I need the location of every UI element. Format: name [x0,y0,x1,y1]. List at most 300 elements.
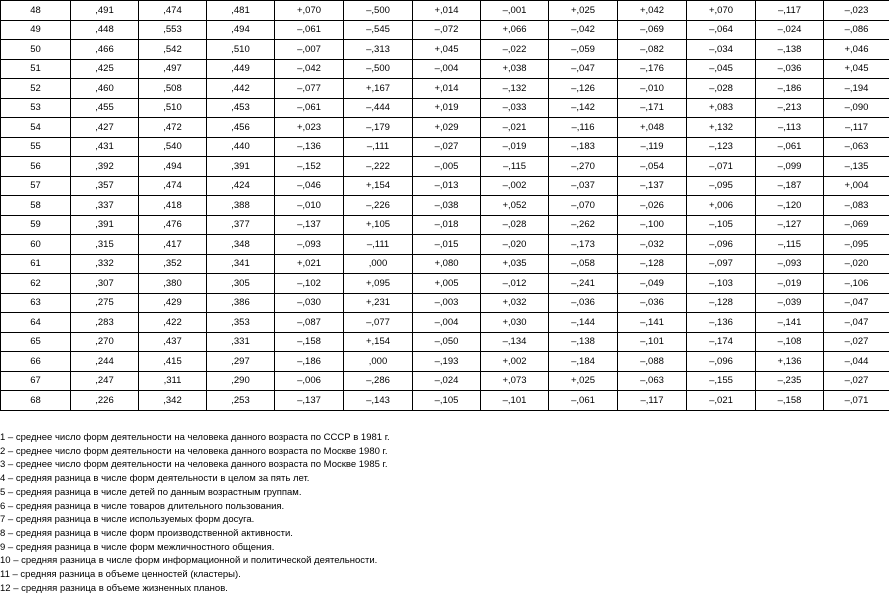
value-cell: –,095 [824,235,889,255]
table-row [1,235,889,255]
value-cell: ,353 [207,313,275,333]
value-cell: –,088 [618,352,687,372]
value-cell: ,437 [139,332,207,352]
value-cell: –,132 [481,79,549,99]
value-cell: –,022 [481,40,549,60]
value-cell: –,108 [756,332,824,352]
value-cell: –,054 [618,157,687,177]
value-cell: –,045 [687,59,756,79]
value-cell: ,456 [207,118,275,138]
value-cell: ,448 [71,20,139,40]
value-cell: –,021 [481,118,549,138]
value-cell: ,226 [71,391,139,411]
value-cell: –,179 [344,118,413,138]
value-cell: +,154 [344,332,413,352]
value-cell: –,286 [344,371,413,391]
value-cell: ,455 [71,98,139,118]
value-cell: –,028 [687,79,756,99]
value-cell: ,494 [139,157,207,177]
value-cell: ,431 [71,137,139,157]
value-cell: ,553 [139,20,207,40]
table-row [1,371,889,391]
value-cell: ,275 [71,293,139,313]
value-cell: ,418 [139,196,207,216]
value-cell: ,352 [139,254,207,274]
value-cell: –,134 [481,332,549,352]
value-cell: –,047 [549,59,618,79]
value-cell: +,066 [481,20,549,40]
legend-note: 4 – средняя разница в числе форм деятельности в целом за пять лет. [0,473,310,485]
value-cell: +,002 [481,352,549,372]
value-cell: –,144 [549,313,618,333]
value-cell: +,231 [344,293,413,313]
value-cell: –,135 [824,157,889,177]
value-cell: –,061 [756,137,824,157]
value-cell: ,442 [207,79,275,99]
value-cell: ,425 [71,59,139,79]
value-cell: –,004 [413,313,481,333]
value-cell: –,023 [824,1,889,21]
value-cell: –,006 [275,371,344,391]
value-cell: –,262 [549,215,618,235]
value-cell: ,424 [207,176,275,196]
age-cell: 57 [1,176,71,196]
value-cell: –,222 [344,157,413,177]
value-cell: –,082 [618,40,687,60]
value-cell: +,080 [413,254,481,274]
value-cell: –,193 [413,352,481,372]
value-cell: –,545 [344,20,413,40]
value-cell: –,070 [549,196,618,216]
value-cell: ,540 [139,137,207,157]
value-cell: –,027 [824,332,889,352]
value-cell: ,357 [71,176,139,196]
value-cell: +,136 [756,352,824,372]
value-cell: ,453 [207,98,275,118]
legend-note: 10 – средняя разница в числе форм информационной и политической деятельности. [0,555,378,567]
value-cell: –,176 [618,59,687,79]
value-cell: –,061 [275,98,344,118]
value-cell: –,444 [344,98,413,118]
value-cell: –,113 [756,118,824,138]
table-row [1,293,889,313]
value-cell: –,044 [824,352,889,372]
value-cell: ,449 [207,59,275,79]
value-cell: ,392 [71,157,139,177]
value-cell: ,417 [139,235,207,255]
value-cell: +,038 [481,59,549,79]
value-cell: –,046 [275,176,344,196]
value-cell: –,069 [824,215,889,235]
value-cell: +,083 [687,98,756,118]
value-cell: –,072 [413,20,481,40]
value-cell: –,119 [618,137,687,157]
table-row [1,79,889,99]
value-cell: –,036 [549,293,618,313]
value-cell: –,103 [687,274,756,294]
value-cell: –,100 [618,215,687,235]
value-cell: –,500 [344,1,413,21]
value-cell: ,494 [207,20,275,40]
value-cell: –,096 [687,352,756,372]
value-cell: –,036 [618,293,687,313]
value-cell: ,290 [207,371,275,391]
value-cell: ,380 [139,274,207,294]
value-cell: –,037 [549,176,618,196]
value-cell: ,244 [71,352,139,372]
value-cell: ,305 [207,274,275,294]
value-cell: –,050 [413,332,481,352]
value-cell: –,042 [275,59,344,79]
legend-note: 7 – средняя разница в числе используемых форм досуга. [0,514,255,526]
value-cell: –,138 [549,332,618,352]
value-cell: +,035 [481,254,549,274]
value-cell: ,429 [139,293,207,313]
value-cell: –,093 [275,235,344,255]
value-cell: ,427 [71,118,139,138]
value-cell: –,105 [413,391,481,411]
value-cell: –,152 [275,157,344,177]
value-cell: ,415 [139,352,207,372]
value-cell: –,136 [687,313,756,333]
age-cell: 63 [1,293,71,313]
value-cell: –,063 [824,137,889,157]
value-cell: –,024 [413,371,481,391]
value-cell: +,029 [413,118,481,138]
value-cell: +,095 [344,274,413,294]
value-cell: –,158 [275,332,344,352]
value-cell: +,006 [687,196,756,216]
value-cell: –,027 [824,371,889,391]
value-cell: +,025 [549,1,618,21]
value-cell: ,337 [71,196,139,216]
value-cell: –,184 [549,352,618,372]
value-cell: –,126 [549,79,618,99]
value-cell: –,020 [824,254,889,274]
value-cell: ,270 [71,332,139,352]
value-cell: ,497 [139,59,207,79]
value-cell: ,253 [207,391,275,411]
value-cell: ,388 [207,196,275,216]
age-cell: 55 [1,137,71,157]
value-cell: –,071 [687,157,756,177]
value-cell: ,476 [139,215,207,235]
value-cell: +,014 [413,1,481,21]
value-cell: –,033 [481,98,549,118]
value-cell: ,000 [344,352,413,372]
value-cell: –,101 [618,332,687,352]
value-cell: ,474 [139,176,207,196]
value-cell: –,061 [549,391,618,411]
value-cell: –,010 [618,79,687,99]
value-cell: –,047 [824,313,889,333]
value-cell: ,331 [207,332,275,352]
table-row [1,254,889,274]
value-cell: –,102 [275,274,344,294]
age-cell: 64 [1,313,71,333]
age-cell: 52 [1,79,71,99]
value-cell: –,012 [481,274,549,294]
table-row [1,118,889,138]
age-cell: 51 [1,59,71,79]
value-cell: ,342 [139,391,207,411]
value-cell: –,077 [275,79,344,99]
value-cell: –,101 [481,391,549,411]
value-cell: ,348 [207,235,275,255]
legend-notes [0,431,390,595]
value-cell: ,315 [71,235,139,255]
table-row [1,59,889,79]
value-cell: ,460 [71,79,139,99]
value-cell: –,030 [275,293,344,313]
value-cell: –,155 [687,371,756,391]
value-cell: –,115 [756,235,824,255]
age-cell: 56 [1,157,71,177]
value-cell: –,015 [413,235,481,255]
value-cell: ,391 [71,215,139,235]
value-cell: –,036 [756,59,824,79]
value-cell: +,004 [824,176,889,196]
value-cell: ,391 [207,157,275,177]
value-cell: –,127 [756,215,824,235]
table-row [1,137,889,157]
value-cell: –,071 [824,391,889,411]
value-cell: +,045 [824,59,889,79]
value-cell: +,045 [413,40,481,60]
value-cell: –,143 [344,391,413,411]
value-cell: +,019 [413,98,481,118]
value-cell: –,213 [756,98,824,118]
value-cell: –,019 [756,274,824,294]
value-cell: +,042 [618,1,687,21]
value-cell: –,117 [824,118,889,138]
value-cell: ,510 [139,98,207,118]
value-cell: –,111 [344,137,413,157]
value-cell: –,042 [549,20,618,40]
table-row [1,313,889,333]
value-cell: –,128 [618,254,687,274]
value-cell: ,247 [71,371,139,391]
value-cell: ,377 [207,215,275,235]
value-cell: –,018 [413,215,481,235]
value-cell: –,187 [756,176,824,196]
table-row [1,40,889,60]
table-row [1,20,889,40]
value-cell: ,307 [71,274,139,294]
value-cell: –,024 [756,20,824,40]
age-cell: 61 [1,254,71,274]
value-cell: +,025 [549,371,618,391]
age-cell: 62 [1,274,71,294]
value-cell: ,472 [139,118,207,138]
value-cell: –,026 [618,196,687,216]
value-cell: ,297 [207,352,275,372]
legend-note: 11 – средняя разница в объеме ценностей (кластеры). [0,569,241,581]
value-cell: +,070 [687,1,756,21]
value-cell: –,123 [687,137,756,157]
value-cell: +,046 [824,40,889,60]
age-cell: 59 [1,215,71,235]
value-cell: –,186 [756,79,824,99]
value-cell: –,090 [824,98,889,118]
value-cell: –,186 [275,352,344,372]
value-cell: ,466 [71,40,139,60]
age-cell: 66 [1,352,71,372]
table-row [1,215,889,235]
value-cell: –,141 [756,313,824,333]
value-cell: –,096 [687,235,756,255]
value-cell: +,032 [481,293,549,313]
value-cell: ,508 [139,79,207,99]
value-cell: –,313 [344,40,413,60]
legend-note: 3 – среднее число форм деятельности на человека данного возраста по Москве 1985 г. [0,459,388,471]
age-cell: 53 [1,98,71,118]
legend-note: 12 – средняя разница в объеме жизненных планов. [0,582,228,594]
value-cell: –,077 [344,313,413,333]
age-cell: 54 [1,118,71,138]
value-cell: –,059 [549,40,618,60]
value-cell: –,142 [549,98,618,118]
value-cell: –,120 [756,196,824,216]
value-cell: –,058 [549,254,618,274]
age-cell: 68 [1,391,71,411]
value-cell: –,003 [413,293,481,313]
table-row [1,352,889,372]
value-cell: –,010 [275,196,344,216]
table-row [1,274,889,294]
legend-note: 1 – среднее число форм деятельности на человека данного возраста по СССР в 1981 г. [0,432,390,443]
value-cell: –,004 [413,59,481,79]
value-cell: –,097 [687,254,756,274]
value-cell: ,283 [71,313,139,333]
value-cell: ,491 [71,1,139,21]
value-cell: –,241 [549,274,618,294]
age-cell: 67 [1,371,71,391]
value-cell: –,171 [618,98,687,118]
value-cell: ,440 [207,137,275,157]
value-cell: –,021 [687,391,756,411]
value-cell: –,500 [344,59,413,79]
value-cell: +,105 [344,215,413,235]
value-cell: +,021 [275,254,344,274]
value-cell: –,049 [618,274,687,294]
value-cell: –,106 [824,274,889,294]
value-cell: –,063 [618,371,687,391]
table-row [1,176,889,196]
table-row [1,332,889,352]
value-cell: +,014 [413,79,481,99]
value-cell: +,070 [275,1,344,21]
value-cell: –,116 [549,118,618,138]
legend-note: 2 – среднее число форм деятельности на человека данного возраста по Москве 1980 г. [0,445,388,457]
age-cell: 60 [1,235,71,255]
value-cell: –,117 [756,1,824,21]
value-cell: –,069 [618,20,687,40]
value-cell: –,226 [344,196,413,216]
age-cell: 49 [1,20,71,40]
value-cell: –,099 [756,157,824,177]
value-cell: ,386 [207,293,275,313]
value-cell: –,013 [413,176,481,196]
age-cell: 48 [1,1,71,21]
value-cell: +,030 [481,313,549,333]
value-cell: ,311 [139,371,207,391]
value-cell: –,034 [687,40,756,60]
value-cell: –,141 [618,313,687,333]
value-cell: ,474 [139,1,207,21]
table-body [1,1,889,411]
legend-note: 5 – средняя разница в числе детей по данным возрастным группам. [0,486,302,498]
value-cell: –,095 [687,176,756,196]
value-cell: –,019 [481,137,549,157]
value-cell: –,158 [756,391,824,411]
value-cell: ,332 [71,254,139,274]
value-cell: +,132 [687,118,756,138]
value-cell: –,047 [824,293,889,313]
value-cell: –,173 [549,235,618,255]
value-cell: –,027 [413,137,481,157]
value-cell: +,167 [344,79,413,99]
age-cell: 50 [1,40,71,60]
value-cell: –,083 [824,196,889,216]
value-cell: –,128 [687,293,756,313]
value-cell: –,117 [618,391,687,411]
value-cell: –,138 [756,40,824,60]
value-cell: –,007 [275,40,344,60]
value-cell: ,510 [207,40,275,60]
value-cell: –,005 [413,157,481,177]
value-cell: –,137 [275,391,344,411]
value-cell: +,154 [344,176,413,196]
value-cell: –,183 [549,137,618,157]
value-cell: –,136 [275,137,344,157]
table-row [1,391,889,411]
age-cell: 58 [1,196,71,216]
value-cell: ,000 [344,254,413,274]
value-cell: –,028 [481,215,549,235]
value-cell: –,174 [687,332,756,352]
value-cell: –,002 [481,176,549,196]
table-row [1,98,889,118]
value-cell: +,052 [481,196,549,216]
value-cell: –,137 [618,176,687,196]
value-cell: –,061 [275,20,344,40]
value-cell: ,341 [207,254,275,274]
table-row [1,1,889,21]
value-cell: –,039 [756,293,824,313]
value-cell: –,032 [618,235,687,255]
legend-note: 9 – средняя разница в числе форм межличностного общения. [0,541,275,553]
value-cell: –,001 [481,1,549,21]
value-cell: –,020 [481,235,549,255]
table-row [1,196,889,216]
value-cell: +,005 [413,274,481,294]
value-cell: +,023 [275,118,344,138]
value-cell: ,422 [139,313,207,333]
value-cell: –,038 [413,196,481,216]
value-cell: –,194 [824,79,889,99]
value-cell: –,064 [687,20,756,40]
value-cell: –,111 [344,235,413,255]
value-cell: –,270 [549,157,618,177]
value-cell: –,105 [687,215,756,235]
value-cell: +,048 [618,118,687,138]
table-row [1,157,889,177]
value-cell: –,115 [481,157,549,177]
age-cell: 65 [1,332,71,352]
value-cell: –,137 [275,215,344,235]
value-cell: ,542 [139,40,207,60]
